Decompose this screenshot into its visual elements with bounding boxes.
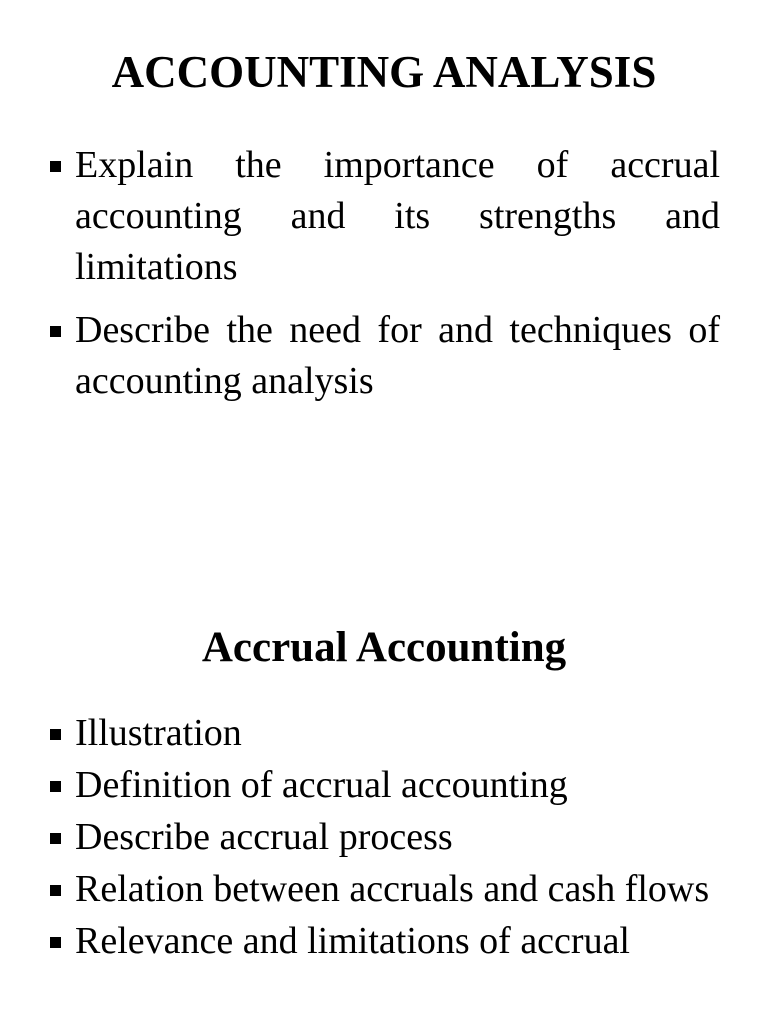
bullet-item [0,918,768,964]
slide-title: Accrual Accounting [201,624,567,671]
slide-title: ACCOUNTING ANALYSIS [111,47,657,97]
square-bullet-icon [50,866,64,912]
square-bullet-icon [50,918,64,964]
square-bullet-icon [50,140,64,191]
bullet-text: Describe the need for and techniques of accounting analysis [75,309,720,402]
bullet-text: Definition of accrual accounting [75,764,568,806]
bullet-item [0,140,768,293]
bullet-text: Relation between accruals and cash flows [75,868,710,910]
bullet-item [0,762,768,808]
bullet-text: Explain the importance of accrual accounting and its strengths and limitations [75,144,720,288]
square-bullet-icon [50,710,64,756]
square-bullet-icon [50,814,64,860]
bullet-text: Illustration [75,712,242,754]
bullet-item [0,866,768,912]
bullet-text: Relevance and limitations of accrual [75,920,630,962]
bullet-item [0,710,768,756]
bullet-list [0,140,768,419]
bullet-item [0,305,768,407]
square-bullet-icon [50,762,64,808]
square-bullet-icon [50,305,64,356]
bullet-text: Describe accrual process [75,816,453,858]
bullet-item [0,814,768,860]
bullet-list [0,710,768,970]
